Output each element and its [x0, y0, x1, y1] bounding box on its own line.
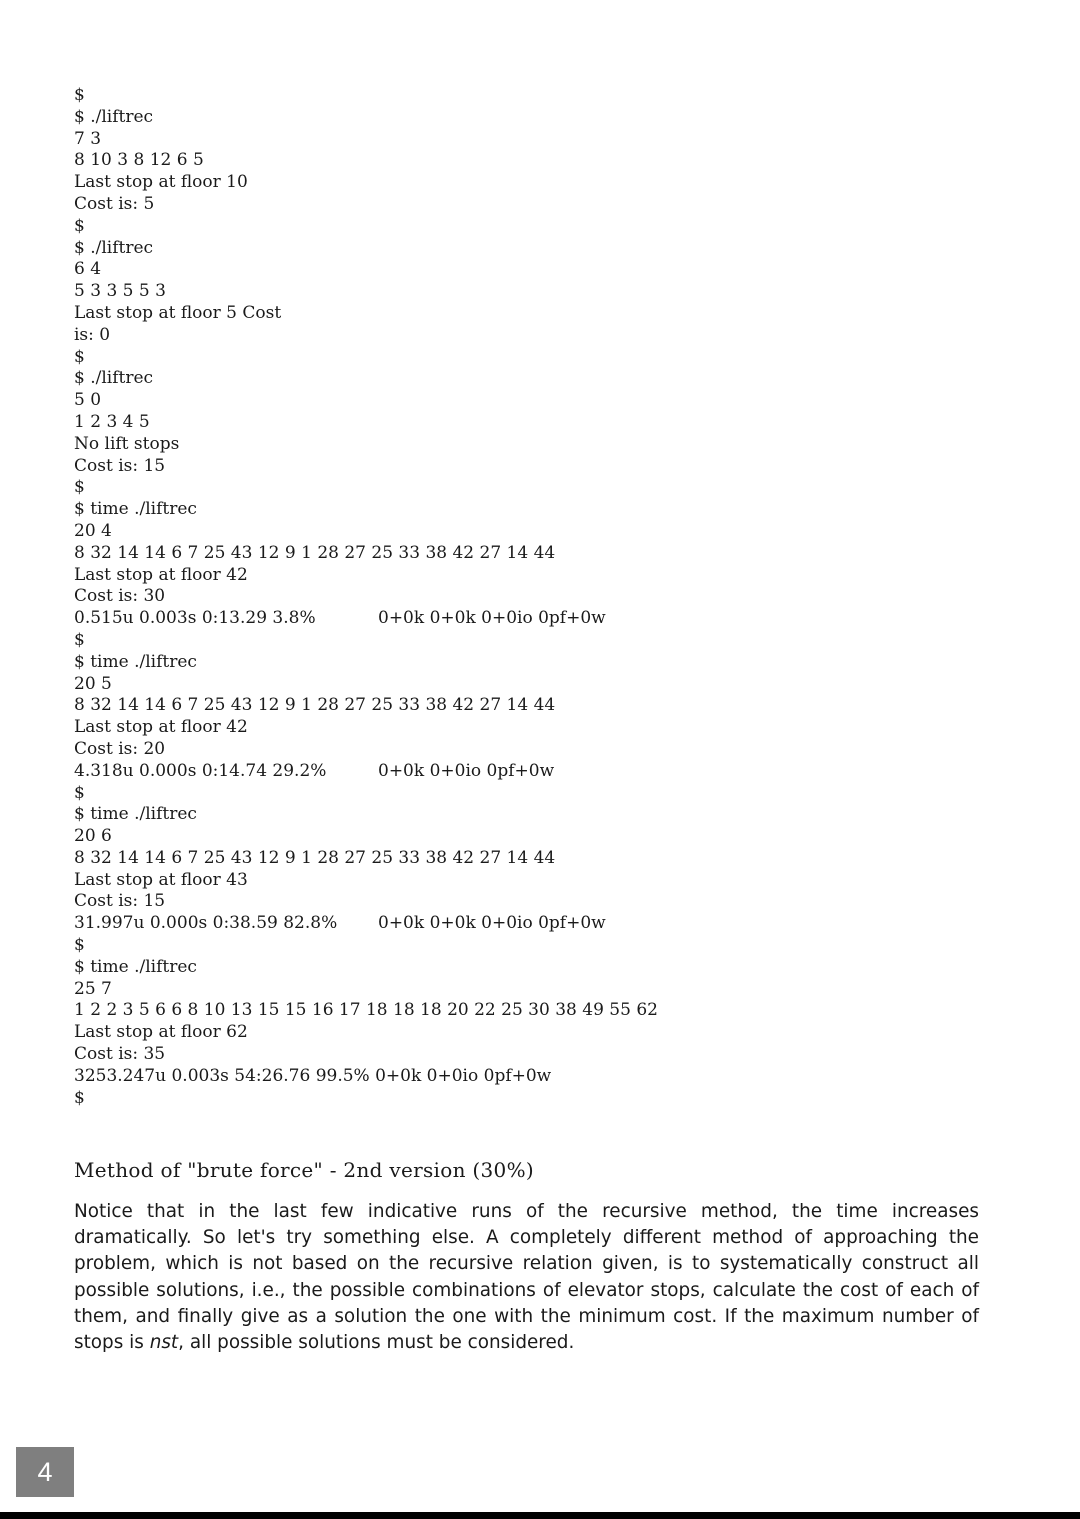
- console-line: [74, 194, 634, 216]
- console-line-text: 8 10 3 8 12 6 5: [74, 150, 204, 171]
- console-line-text: $ time ./liftrec: [74, 499, 197, 520]
- console-line: [74, 521, 634, 543]
- console-line-text: $: [74, 629, 85, 650]
- console-line: [74, 390, 634, 412]
- console-line-text: 5 3 3 5 5 3: [74, 281, 166, 302]
- console-line-text: Last stop at floor 42: [74, 717, 248, 738]
- console-line: [74, 216, 634, 238]
- console-line: [74, 957, 634, 979]
- console-line: [74, 303, 634, 325]
- paragraph-text-after: , all possible solutions must be considered.: [178, 1332, 575, 1354]
- console-line: [74, 783, 634, 805]
- console-line-text: $: [74, 935, 85, 956]
- console-line-text: 0.515u 0.003s 0:13.29 3.8%: [74, 608, 316, 629]
- console-line-text: $: [74, 346, 85, 367]
- bottom-bar: [0, 1512, 1080, 1519]
- console-line-text: 1 2 3 4 5: [74, 411, 150, 432]
- section-heading: Method of "brute force" - 2nd version (30%): [74, 1158, 534, 1182]
- console-line: [74, 565, 634, 587]
- console-line: [74, 1088, 634, 1110]
- console-line: [74, 456, 634, 478]
- console-line-text: 8 32 14 14 6 7 25 43 12 9 1 28 27 25 33 38 42 27 14 44: [74, 847, 556, 868]
- console-line: [74, 85, 634, 107]
- console-line-text: $ time ./liftrec: [74, 956, 197, 977]
- console-line-text: Cost is: 20: [74, 738, 166, 759]
- console-line-text: $ ./liftrec: [74, 106, 154, 127]
- console-line: [74, 608, 634, 630]
- console-line-text: $ ./liftrec: [74, 368, 154, 389]
- console-line: [74, 1022, 634, 1044]
- console-line: [74, 739, 634, 761]
- section-paragraph: [74, 1199, 979, 1356]
- console-line-text: $ time ./liftrec: [74, 651, 197, 672]
- console-line: [74, 979, 634, 1001]
- console-line: [74, 826, 634, 848]
- console-line: [74, 259, 634, 281]
- console-line: [74, 848, 634, 870]
- console-line: [74, 870, 634, 892]
- console-output: [74, 85, 658, 1109]
- console-line-text: No lift stops: [74, 433, 180, 454]
- console-line: [74, 434, 634, 456]
- console-line-text: 31.997u 0.000s 0:38.59 82.8%: [74, 913, 338, 934]
- console-line-text: Cost is: 35: [74, 1044, 166, 1065]
- console-line: [74, 129, 634, 151]
- paragraph-text-before: Notice that in the last few indicative runs of the recursive method, the time increases dramatically. So let's try something else. A completely different method of approaching the problem, which is not based on the recursive relation given, is to systematically construct all possible solutions, i.e., the possible combinations of elevator stops, calculate the cost of each of them, and finally give as a solution the one with the minimum cost. If the maximum number of stops is: [74, 1201, 979, 1354]
- console-line: [74, 499, 634, 521]
- console-line: [74, 652, 634, 674]
- console-line-text: 7 3: [74, 128, 102, 149]
- console-line: [74, 368, 634, 390]
- console-line: [74, 325, 634, 347]
- console-line-text: $: [74, 85, 85, 105]
- console-line-text: is: 0: [74, 324, 111, 345]
- console-line-text: 6 4: [74, 259, 102, 280]
- console-line-text: 20 5: [74, 673, 112, 694]
- console-line-text: Cost is: 30: [74, 586, 166, 607]
- console-line-text: $: [74, 782, 85, 803]
- console-line: [74, 172, 634, 194]
- console-line-text: Cost is: 5: [74, 193, 155, 214]
- console-line-text: 4.318u 0.000s 0:14.74 29.2%: [74, 760, 327, 781]
- console-line: [74, 695, 634, 717]
- page-number-badge: 4: [16, 1447, 74, 1497]
- console-line-text: $ time ./liftrec: [74, 804, 197, 825]
- console-line-text: 1 2 2 3 5 6 6 8 10 13 15 15 16 17 18 18 18 20 22 25 30 38 49 55 62: [74, 1000, 658, 1021]
- console-line-text: Last stop at floor 62: [74, 1022, 248, 1043]
- console-line-io-stats: 0+0k 0+0k 0+0io 0pf+0w: [378, 913, 606, 934]
- console-line-text: $ ./liftrec: [74, 237, 154, 258]
- console-line-text: 25 7: [74, 978, 112, 999]
- console-line: [74, 630, 634, 652]
- console-line: [74, 238, 634, 260]
- console-line: [74, 1000, 658, 1022]
- console-line-text: Cost is: 15: [74, 891, 166, 912]
- console-line-text: $: [74, 1087, 85, 1108]
- console-line: [74, 1044, 634, 1066]
- console-line-io-stats: 0+0k 0+0io 0pf+0w: [378, 760, 555, 781]
- console-line-text: Last stop at floor 42: [74, 564, 248, 585]
- console-line: [74, 891, 634, 913]
- console-line-text: 20 4: [74, 520, 112, 541]
- console-line: [74, 717, 634, 739]
- console-line: [74, 913, 634, 935]
- console-line: [74, 586, 634, 608]
- paragraph-variable-nst: nst: [149, 1332, 179, 1354]
- console-line: [74, 477, 634, 499]
- console-line-text: $: [74, 477, 85, 498]
- console-line: [74, 412, 634, 434]
- console-line-text: 8 32 14 14 6 7 25 43 12 9 1 28 27 25 33 38 42 27 14 44: [74, 695, 556, 716]
- console-line: [74, 543, 634, 565]
- console-line-text: Cost is: 15: [74, 455, 166, 476]
- console-line-io-stats: 0+0k 0+0k 0+0io 0pf+0w: [378, 608, 606, 629]
- console-line: [74, 935, 634, 957]
- console-line-text: Last stop at floor 5 Cost: [74, 302, 282, 323]
- console-line-text: Last stop at floor 10: [74, 172, 248, 193]
- console-line-text: 3253.247u 0.003s 54:26.76 99.5% 0+0k 0+0io 0pf+0w: [74, 1065, 552, 1086]
- console-line: [74, 761, 634, 783]
- console-line: [74, 347, 634, 369]
- console-line: [74, 281, 634, 303]
- console-line: [74, 1066, 634, 1088]
- console-line: [74, 804, 634, 826]
- console-line: [74, 150, 634, 172]
- console-line-text: 5 0: [74, 390, 102, 411]
- console-line-text: Last stop at floor 43: [74, 869, 248, 890]
- console-line: [74, 674, 634, 696]
- console-line-text: $: [74, 215, 85, 236]
- console-line: [74, 107, 634, 129]
- console-line-text: 8 32 14 14 6 7 25 43 12 9 1 28 27 25 33 38 42 27 14 44: [74, 542, 556, 563]
- console-line-text: 20 6: [74, 826, 112, 847]
